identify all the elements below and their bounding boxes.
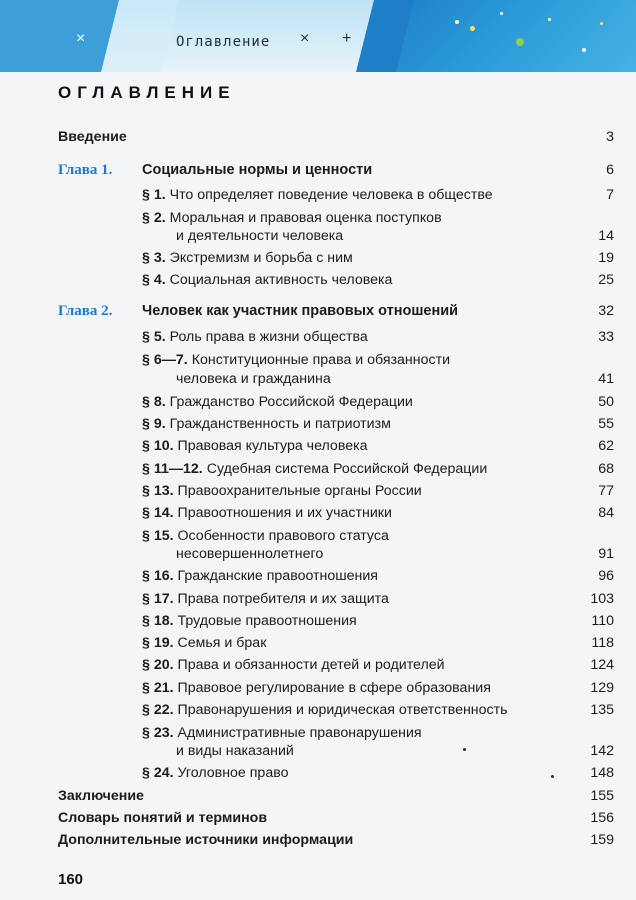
entry-page: 19: [598, 250, 614, 266]
section-title: Правоотношения и их участники: [177, 505, 392, 521]
entry-title: Дополнительные источники информации: [58, 832, 354, 848]
entry-title: Заключение: [58, 788, 144, 804]
section-number: § 15.: [142, 528, 174, 544]
section-number: § 22.: [142, 702, 174, 718]
entry-page: 155: [590, 788, 614, 804]
entry-page: 3: [606, 129, 614, 145]
entry-page: 7: [606, 187, 614, 203]
banner-title: Оглавление: [176, 34, 271, 50]
entry-page: 32: [598, 303, 614, 319]
section-title: Уголовное право: [177, 765, 289, 781]
entry-page: 84: [598, 505, 614, 521]
section-title: Социальная активность человека: [169, 272, 393, 288]
section-title: Конституционные права и обязанности: [191, 352, 451, 368]
banner-plus-mark: +: [342, 30, 352, 47]
entry-page: 156: [590, 810, 614, 826]
entry-page: 129: [590, 680, 614, 696]
entry-page: 77: [598, 483, 614, 499]
section-title: Административные правонарушения: [177, 725, 422, 741]
section-title: Гражданские правоотношения: [177, 568, 378, 584]
section-title: Правонарушения и юридическая ответственность: [177, 702, 508, 718]
section-title: Роль права в жизни общества: [169, 329, 368, 345]
section-title: Экстремизм и борьба с ним: [169, 250, 353, 266]
entry-page: 25: [598, 272, 614, 288]
entry-page: 33: [598, 329, 614, 345]
section-title: Моральная и правовая оценка поступков: [169, 210, 442, 226]
section-number: § 16.: [142, 568, 174, 584]
section-title-line2: человека и гражданина: [176, 371, 331, 387]
entry-page: 148: [590, 765, 614, 781]
section-title: Трудовые правоотношения: [177, 613, 357, 629]
section-number: § 2.: [142, 210, 166, 226]
entry-page: 55: [598, 416, 614, 432]
section-number: § 21.: [142, 680, 174, 696]
banner-right-band: [380, 0, 636, 72]
star-decoration: [470, 26, 475, 31]
section-number: § 10.: [142, 438, 174, 454]
chapter-label: Глава 1.: [58, 162, 113, 178]
section-title: Правовая культура человека: [177, 438, 368, 454]
section-number: § 23.: [142, 725, 174, 741]
banner-cross-mark: ×: [300, 30, 310, 47]
chapter-title: Социальные нормы и ценности: [142, 162, 373, 178]
section-number: § 24.: [142, 765, 174, 781]
chapter-title: Человек как участник правовых отношений: [142, 303, 459, 319]
toc-heading: ОГЛАВЛЕНИЕ: [58, 83, 236, 102]
section-number: § 5.: [142, 329, 166, 345]
section-number: § 1.: [142, 187, 166, 203]
entry-page: 135: [590, 702, 614, 718]
section-title-line2: и виды наказаний: [176, 743, 294, 759]
section-title: Что определяет поведение человека в обществе: [169, 187, 493, 203]
entry-page: 96: [598, 568, 614, 584]
entry-page: 6: [606, 162, 614, 178]
entry-page: 142: [590, 743, 614, 759]
entry-title: Введение: [58, 129, 127, 145]
section-title-line2: несовершеннолетнего: [176, 546, 324, 562]
section-number: § 17.: [142, 591, 174, 607]
section-number: § 3.: [142, 250, 166, 266]
section-title-line2: и деятельности человека: [176, 228, 344, 244]
section-title: Правоохранительные органы России: [177, 483, 422, 499]
star-decoration: [548, 18, 551, 21]
section-number: § 18.: [142, 613, 174, 629]
print-speck: [551, 775, 554, 778]
section-number: § 14.: [142, 505, 174, 521]
star-decoration: [500, 12, 503, 15]
star-decoration: [600, 22, 603, 25]
entry-page: 159: [590, 832, 614, 848]
entry-page: 103: [590, 591, 614, 607]
section-number: § 20.: [142, 657, 174, 673]
entry-title: Словарь понятий и терминов: [58, 810, 268, 826]
section-title: Судебная система Российской Федерации: [206, 461, 488, 477]
section-number: § 8.: [142, 394, 166, 410]
star-decoration: [455, 20, 459, 24]
section-number: § 4.: [142, 272, 166, 288]
entry-page: 41: [598, 371, 614, 387]
star-decoration: [582, 48, 586, 52]
section-number: § 19.: [142, 635, 174, 651]
section-title: Особенности правового статуса: [177, 528, 389, 544]
section-number: § 13.: [142, 483, 174, 499]
star-decoration: [516, 38, 524, 46]
section-title: Правовое регулирование в сфере образования: [177, 680, 491, 696]
print-speck: [463, 748, 466, 751]
chapter-label: Глава 2.: [58, 303, 113, 319]
section-number: § 9.: [142, 416, 166, 432]
section-title: Права потребителя и их защита: [177, 591, 389, 607]
page-number: 160: [58, 871, 84, 888]
top-banner: [0, 0, 636, 72]
section-number: § 6—7.: [142, 352, 188, 368]
section-title: Права и обязанности детей и родителей: [177, 657, 445, 673]
section-title: Гражданственность и патриотизм: [169, 416, 391, 432]
entry-page: 62: [598, 438, 614, 454]
section-title: Семья и брак: [177, 635, 267, 651]
section-number: § 11—12.: [142, 461, 203, 477]
entry-page: 124: [590, 657, 614, 673]
entry-page: 118: [591, 635, 614, 651]
entry-page: 50: [598, 394, 614, 410]
section-title: Гражданство Российской Федерации: [169, 394, 413, 410]
banner-cross-mark: ×: [76, 30, 86, 47]
entry-page: 110: [591, 613, 614, 629]
entry-page: 68: [598, 461, 614, 477]
entry-page: 14: [598, 228, 614, 244]
entry-page: 91: [598, 546, 614, 562]
